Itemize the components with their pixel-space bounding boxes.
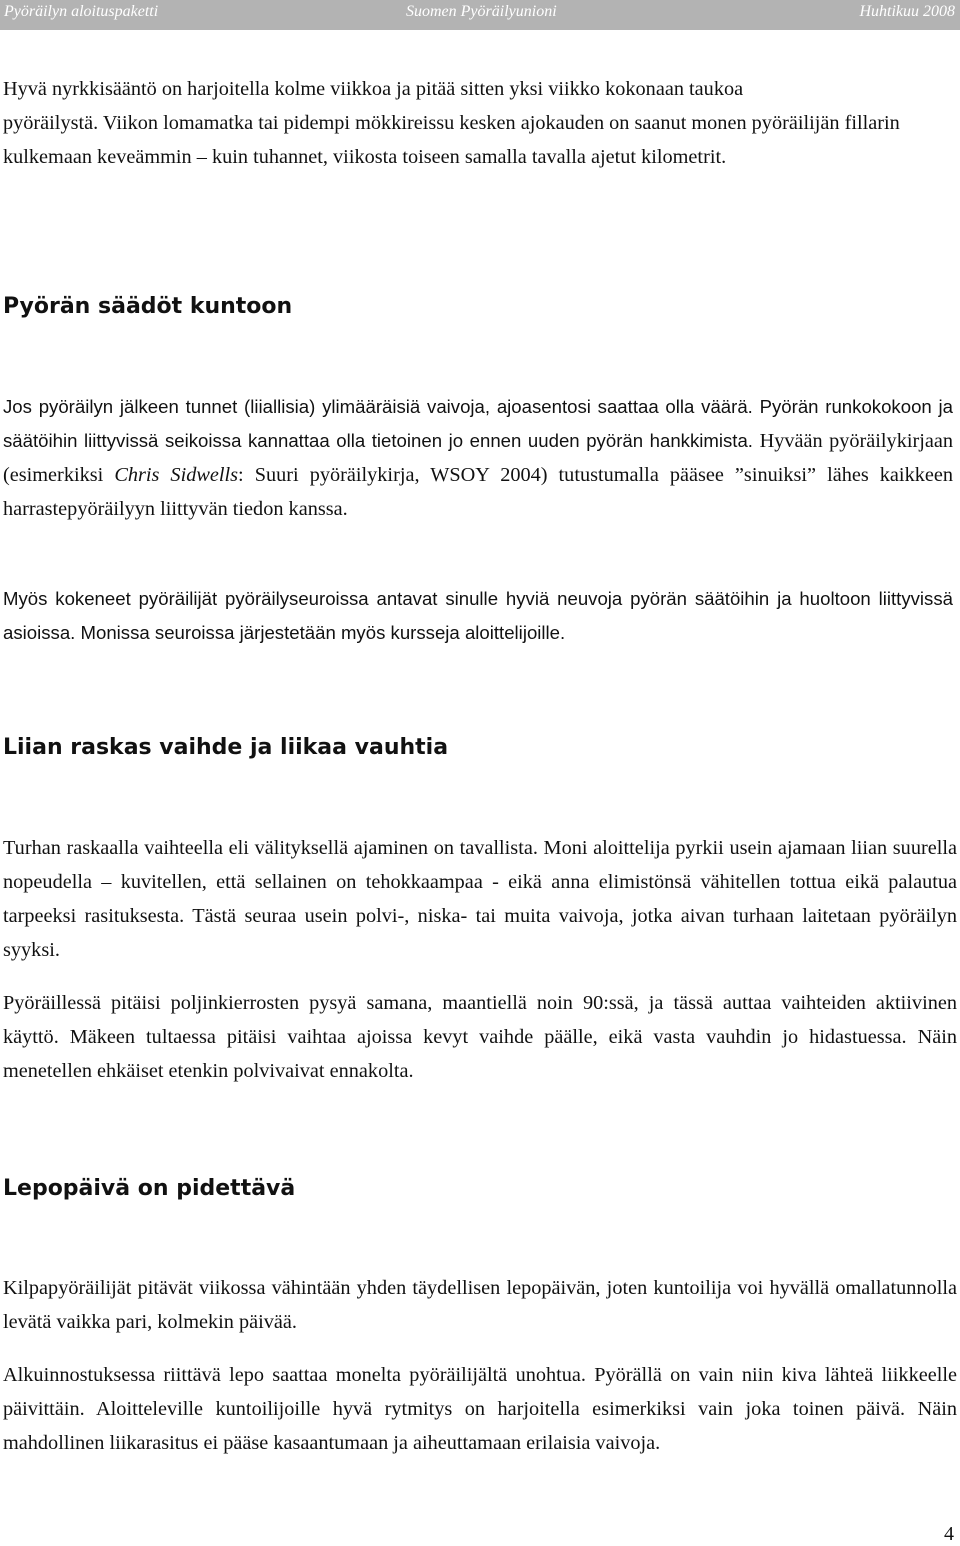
header-document-title: Pyöräilyn aloituspaketti xyxy=(4,3,159,20)
header-organization: Suomen Pyöräilyunioni xyxy=(406,3,557,20)
intro-first-line: Hyvä nyrkkisääntö on harjoitella kolme viikkoa ja pitää sitten yksi viikko kokonaan taukoa xyxy=(3,78,744,100)
section-heading-gears-speed: Liian raskas vaihde ja liikaa vauhtia xyxy=(3,735,449,760)
paragraph-bike-fit-1-sans: Jos pyöräilyn jälkeen tunnet (liiallisia) ylimääräisiä vaivoja, ajoasentosi saattaa olla väärä. Pyörän runkokokoon ja säätöihin liittyvissä seikoissa kannattaa olla tietoinen jo ennen uuden pyörän hankkimista. xyxy=(3,396,953,451)
paragraph-gears-speed-2: Pyöräillessä pitäisi poljinkierrosten pysyä samana, maantiellä noin 90:ssä, ja tässä auttaa vaihteiden aktiivinen käyttö. Mäkeen tultaessa pitäisi vaihtaa ajoissa kevyt vaihde päälle, eikä vasta vauhdin jo hidastuessa. Näin menetellen ehkäiset etenkin polvivaivat ennakolta. xyxy=(3,992,957,1082)
paragraph-rest-day-1: Kilpapyöräilijät pitävät viikossa vähintään yhden täydellisen lepopäivän, joten kuntoilija voi hyvällä omallatunnolla levätä vaikka pari, kolmekin päivää. xyxy=(3,1277,957,1333)
page-number: 4 xyxy=(944,1523,954,1545)
section-heading-bike-fit: Pyörän säädöt kuntoon xyxy=(3,294,293,319)
page-header xyxy=(0,0,960,30)
paragraph-rest-day-2: Alkuinnostuksessa riittävä lepo saattaa monelta pyöräilijältä unohtua. Pyörällä on vain niin kiva lähteä liikkeelle päivittäin. Aloitteleville kuntoilijoille hyvä rytmitys on harjoitella esimerkiksi vain joka toinen päivä. Näin mahdollinen liikarasitus ei pääse kasaantumaan ja aiheuttamaan erilaisia vaivoja. xyxy=(3,1364,957,1454)
book-author: Chris Sidwells xyxy=(114,464,239,486)
book-reference-rest: : Suuri pyöräilykirja, WSOY 2004) tutustumalla pääsee ”sinuiksi” lähes kaikkeen harrastepyöräilyyn liittyvän tiedon kanssa. xyxy=(3,464,953,520)
intro-paragraph xyxy=(3,72,957,174)
section-heading-rest-day: Lepopäivä on pidettävä xyxy=(3,1176,296,1201)
book-reference-intro: Hyvään pyöräilykirjaan (esimerkiksi xyxy=(3,430,954,486)
paragraph-bike-fit-1 xyxy=(3,390,953,526)
intro-rest: pyöräilystä. Viikon lomamatka tai pidempi mökkireissu kesken ajokauden on saanut monen pyöräilijän fillarin kulkemaan keveämmin – kuin tuhannet, viikosta toiseen samalla tavalla ajetut kilometrit. xyxy=(3,112,900,168)
paragraph-gears-speed-1: Turhan raskaalla vaihteella eli välityksellä ajaminen on tavallista. Moni aloittelija pyrkii usein ajamaan liian suurella nopeudella – kuvitellen, että sellainen on tehokkaampaa - eikä anna elimistönsä vähitellen tottua eikä palautua tarpeeksi rasituksesta. Tästä seuraa usein polvi-, niska- tai muita vaivoja, jotka aivan turhaan laitetaan pyöräilyn syyksi. xyxy=(3,837,957,961)
header-date: Huhtikuu 2008 xyxy=(859,3,955,20)
paragraph-bike-fit-2: Myös kokeneet pyöräilijät pyöräilyseuroissa antavat sinulle hyviä neuvoja pyörän säätöihin ja huoltoon liittyvissä asioissa. Monissa seuroissa järjestetään myös kursseja aloittelijoille. xyxy=(3,588,953,643)
